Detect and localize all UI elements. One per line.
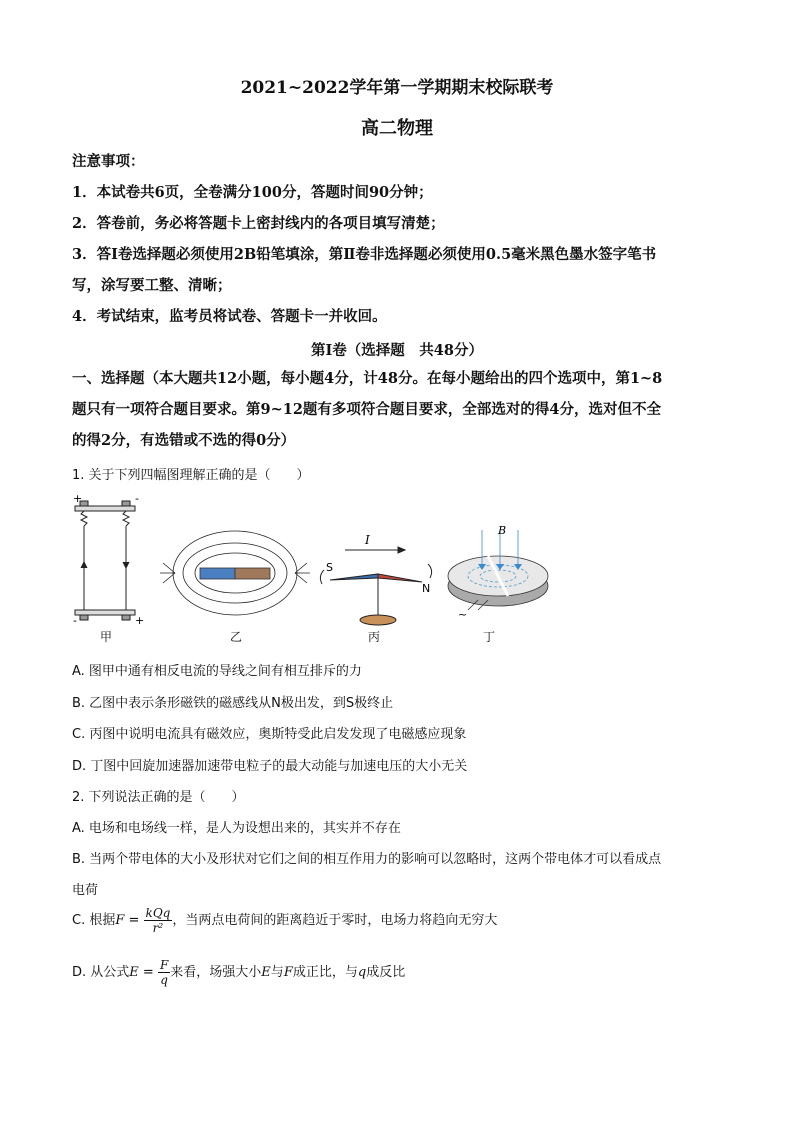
q2-option-b: B. 当两个带电体的大小及形状对它们之间的相互作用力的影响可以忽略时，这两个带电体才可以看成点	[72, 852, 662, 867]
south-label: S	[326, 561, 333, 574]
fraction-kqq-r2	[144, 906, 173, 935]
option-a: A. 图甲中通有相反电流的导线之间有相互排斥的力	[72, 664, 362, 679]
symbol-q: q	[357, 965, 367, 980]
q2-option-c	[72, 906, 497, 935]
note-item: 3．答Ⅰ卷选择题必须使用2B铅笔填涂，第Ⅱ卷非选择题必须使用0.5毫米黑色墨水签字笔书	[72, 246, 657, 263]
option-d-prefix: D. 从公式	[72, 965, 130, 980]
current-label: I	[365, 533, 370, 547]
note-item: 1．本试卷共6页，全卷满分100分，答题时间90分钟；	[72, 184, 433, 201]
option-d-text: 成反比	[366, 965, 406, 980]
q2-option-b-cont: 电荷	[72, 883, 99, 898]
caption-bing: 丙	[368, 630, 381, 644]
figure-yi	[160, 531, 310, 615]
notes-heading: 注意事项：	[72, 153, 145, 170]
caption-ding: 丁	[483, 630, 496, 644]
option-c: C. 丙图中说明电流具有磁效应，奥斯特受此启发发现了电磁感应现象	[72, 727, 467, 742]
q2-option-d	[72, 958, 405, 987]
question-1-stem: 1. 关于下列四幅图理解正确的是（ ）	[72, 468, 310, 483]
caption-jia: 甲	[100, 630, 113, 644]
figure-ding	[448, 530, 548, 610]
section-title: 第Ⅰ卷（选择题 共48分）	[311, 342, 483, 359]
section-instructions: 一、选择题（本大题共12小题，每小题4分，计48分。在每小题给出的四个选项中，第1~8	[72, 370, 663, 387]
plus-label: +	[73, 492, 83, 505]
denominator: q	[160, 973, 168, 987]
caption-yi: 乙	[230, 630, 243, 644]
note-item: 4．考试结束，监考员将试卷、答题卡一并收回。	[72, 308, 387, 325]
question-1-figures	[60, 488, 580, 648]
section-instructions: 题只有一项符合题目要求。第9~12题有多项符合题目要求，全部选对的得4分，选对但不全	[72, 401, 662, 418]
exam-title: 2021~2022学年第一学期期末校际联考	[240, 78, 554, 98]
exam-subject: 高二物理	[361, 118, 433, 139]
question-2-stem: 2. 下列说法正确的是（ ）	[72, 790, 245, 805]
option-d-text: 与	[270, 965, 284, 980]
symbol-f: F	[283, 965, 293, 980]
equals-sign: =	[124, 913, 144, 928]
numerator: F	[159, 958, 169, 972]
field-label: B	[498, 524, 507, 537]
option-d-text: 来看，场强大小	[170, 965, 262, 980]
figure-bing	[320, 547, 431, 625]
option-c-prefix: C. 根据	[72, 913, 116, 928]
fraction-f-q	[158, 958, 170, 987]
tilde-label: ~	[458, 608, 468, 621]
numerator: kQq	[145, 906, 171, 920]
symbol-f: F	[115, 913, 125, 928]
note-item: 写，涂写要工整、清晰；	[72, 277, 232, 294]
symbol-e: E	[261, 965, 271, 980]
symbol-e: E	[129, 965, 139, 980]
option-b: B. 乙图中表示条形磁铁的磁感线从N极出发，到S极终止	[72, 696, 394, 711]
plus-label: +	[135, 614, 145, 627]
denominator: r²	[152, 921, 164, 935]
minus-label: -	[135, 492, 139, 505]
north-label: N	[422, 582, 431, 595]
note-item: 2．答卷前，务必将答题卡上密封线内的各项目填写清楚；	[72, 215, 445, 232]
option-d: D. 丁图中回旋加速器加速带电粒子的最大动能与加速电压的大小无关	[72, 759, 468, 774]
minus-label: -	[73, 614, 77, 627]
equals-sign: =	[138, 965, 158, 980]
q2-option-a: A. 电场和电场线一样，是人为设想出来的，其实并不存在	[72, 821, 401, 836]
figure-jia	[75, 501, 135, 620]
option-d-text: 成正比，与	[292, 965, 358, 980]
section-instructions: 的得2分，有选错或不选的得0分）	[72, 432, 296, 449]
option-c-text: ，当两点电荷间的距离趋近于零时，电场力将趋向无穷大	[172, 913, 498, 928]
